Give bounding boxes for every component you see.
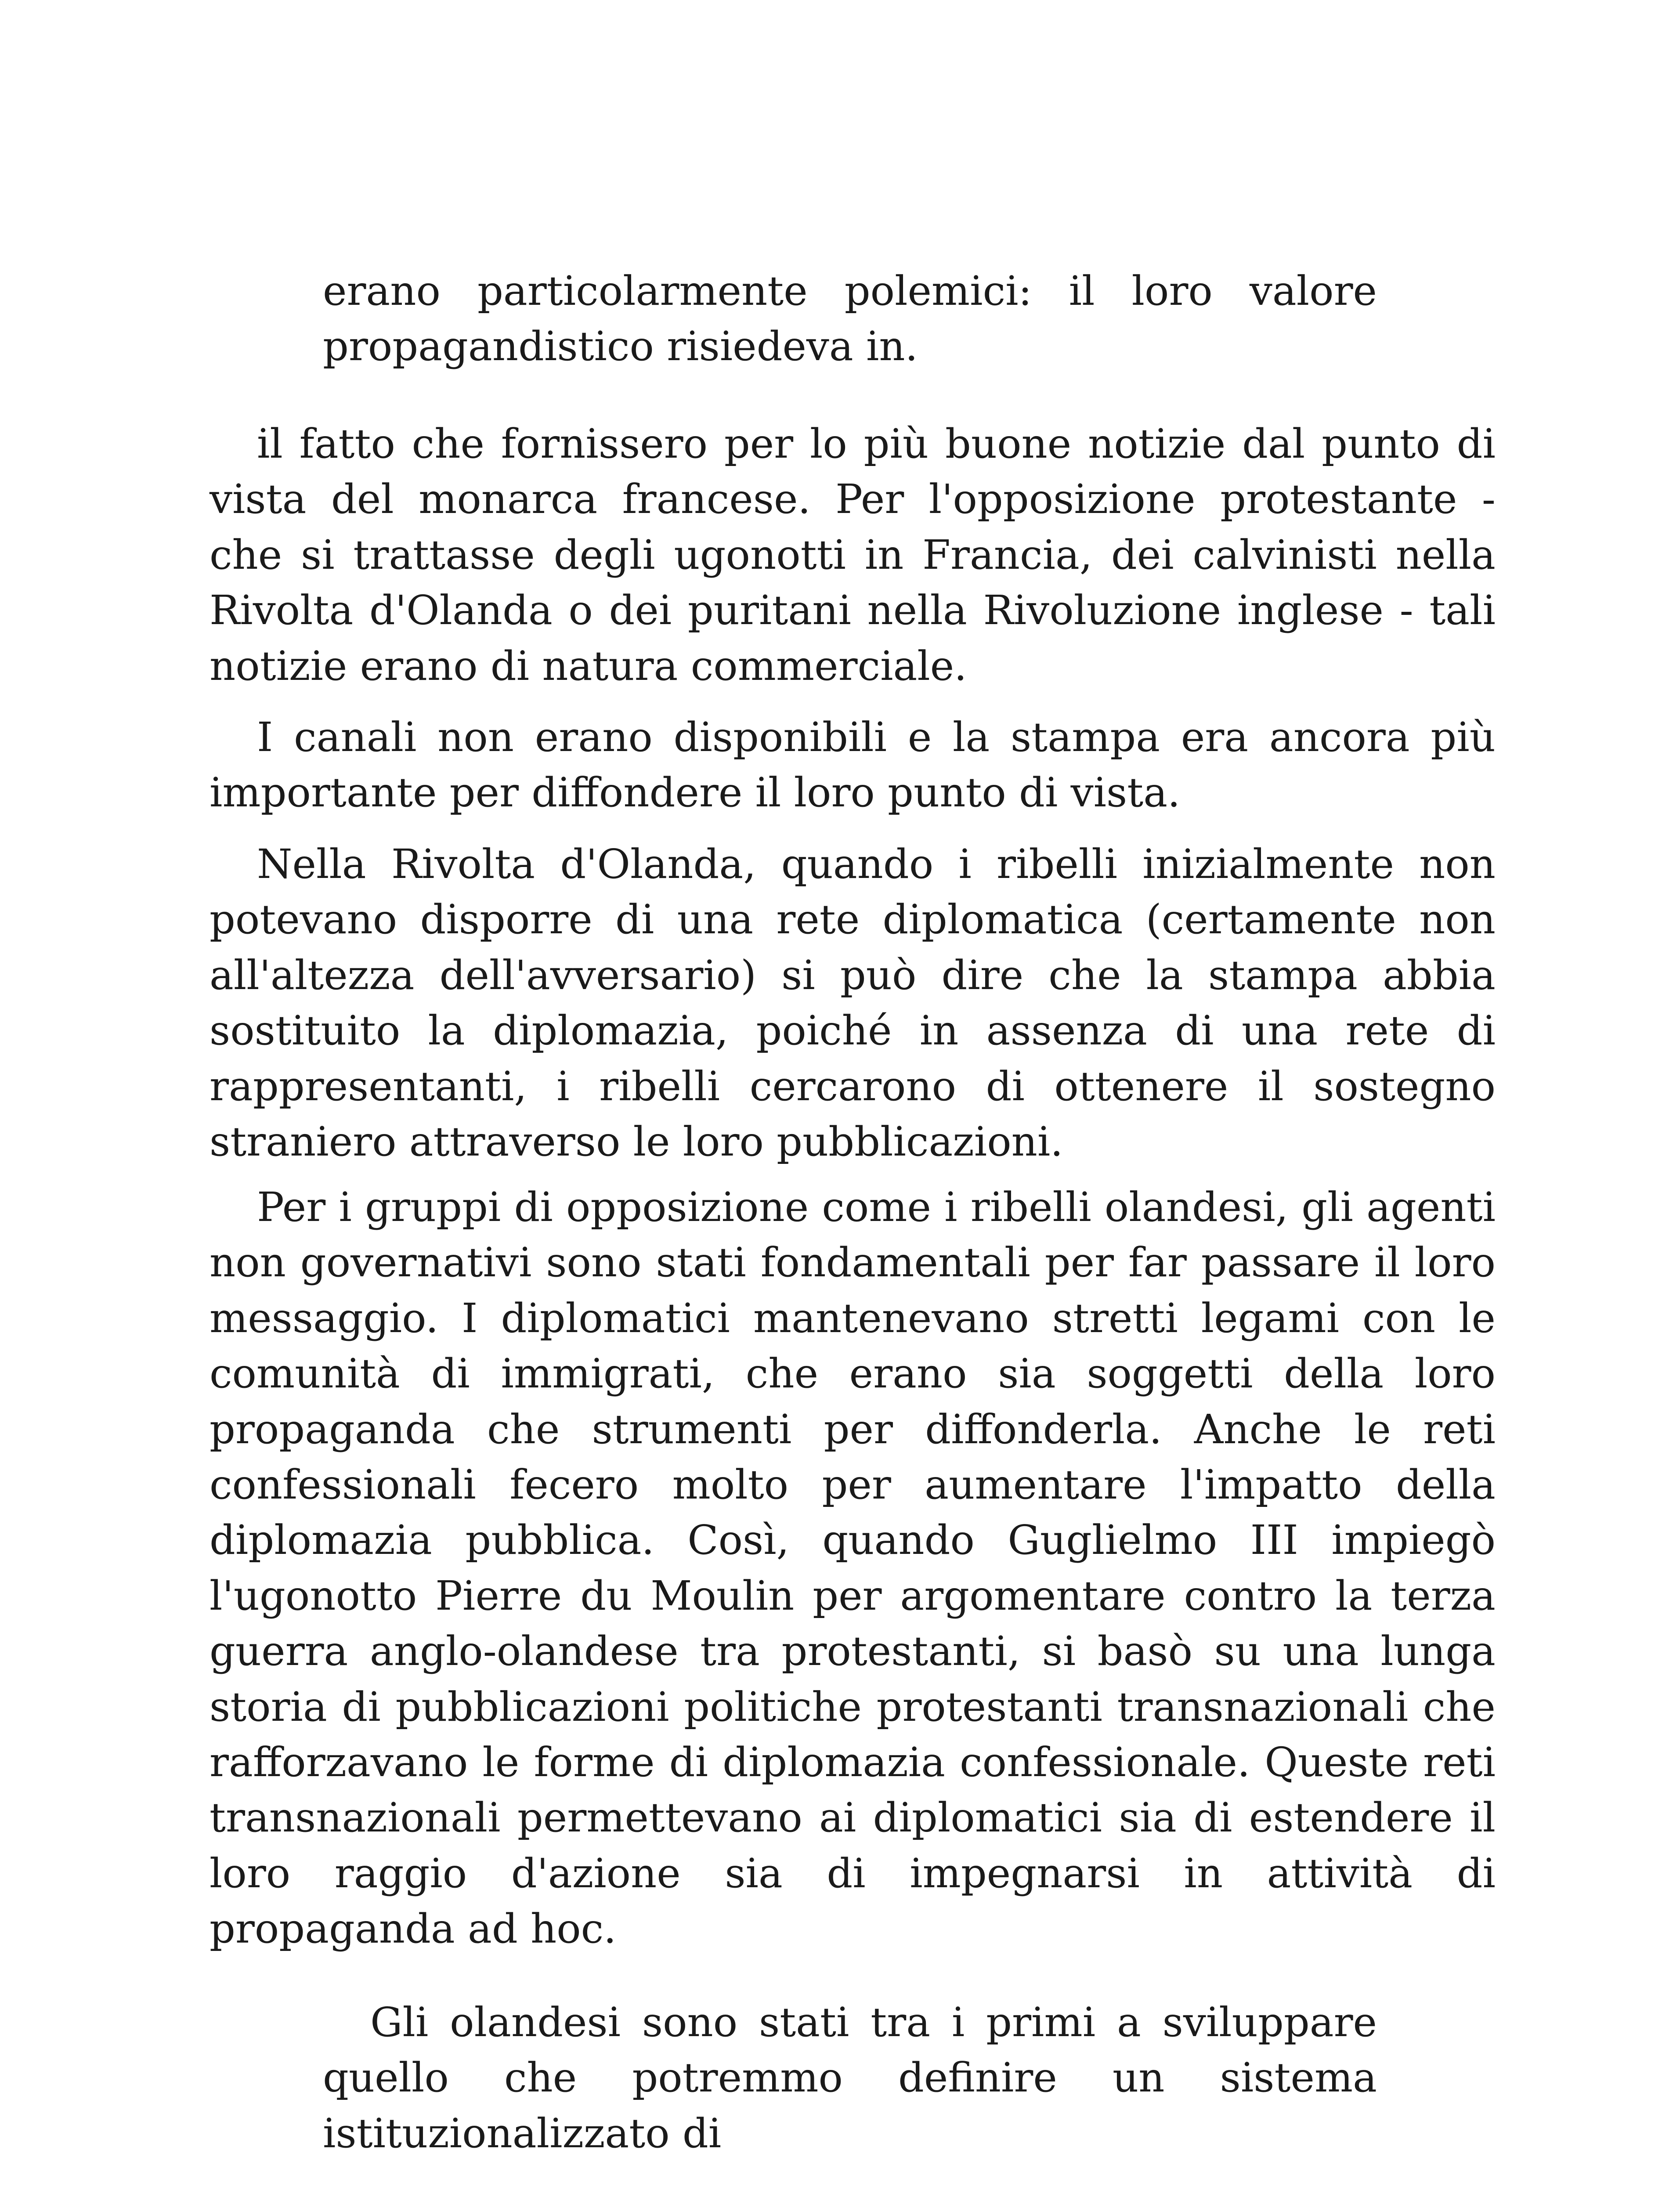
quote-bottom: Gli olandesi sono stati tra i primi a sviluppare quello che potremmo definire un sistema istituzionalizzato di — [323, 1999, 1377, 2157]
paragraph-1: il fatto che fornissero per lo più buone notizie dal punto di vista del monarca francese. Per l'opposizione protestante - che si trattasse degli ugonotti in Francia, dei calvinisti nella Rivolta d'Olanda o dei puritani nella Rivoluzione inglese - tali notizie erano di natura commerciale. — [210, 420, 1496, 690]
paragraph-3: Nella Rivolta d'Olanda, quando i ribelli inizialmente non potevano disporre di una rete diplomatica (certamente non all'altezza dell'avversario) si può dire che la stampa abbia sostituito la diplomazia, poiché in assenza di una rete di rappresentanti, i ribelli cercarono di ottenere il sostegno straniero attraverso le loro pubblicazioni. — [210, 841, 1496, 1166]
quote-top: erano particolarmente polemici: il loro valore propagandistico risiedeva in. — [323, 267, 1377, 370]
paragraph-4: Per i gruppi di opposizione come i ribelli olandesi, gli agenti non governativi sono stati fondamentali per far passare il loro messaggio. I diplomatici mantenevano stretti legami con le comunità di immigrati, che erano sia soggetti della loro propaganda che strumenti per diffonderla. Anche le reti confessionali fecero molto per aumentare l'impatto della diplomazia pubblica. Così, quando Guglielmo III impiegò l'ugonotto Pierre du Moulin per argomentare contro la terza guerra anglo-olandese tra protestanti, si basò su una lunga storia di pubblicazioni politiche protestanti transnazionali che rafforzavano le forme di diplomazia confessionale. Queste reti transnazionali permettevano ai diplomatici sia di estendere il loro raggio d'azione sia di impegnarsi in attività di propaganda ad hoc. — [210, 1184, 1496, 1953]
paragraph-2: I canali non erano disponibili e la stampa era ancora più importante per diffondere il loro punto di vista. — [210, 714, 1496, 816]
